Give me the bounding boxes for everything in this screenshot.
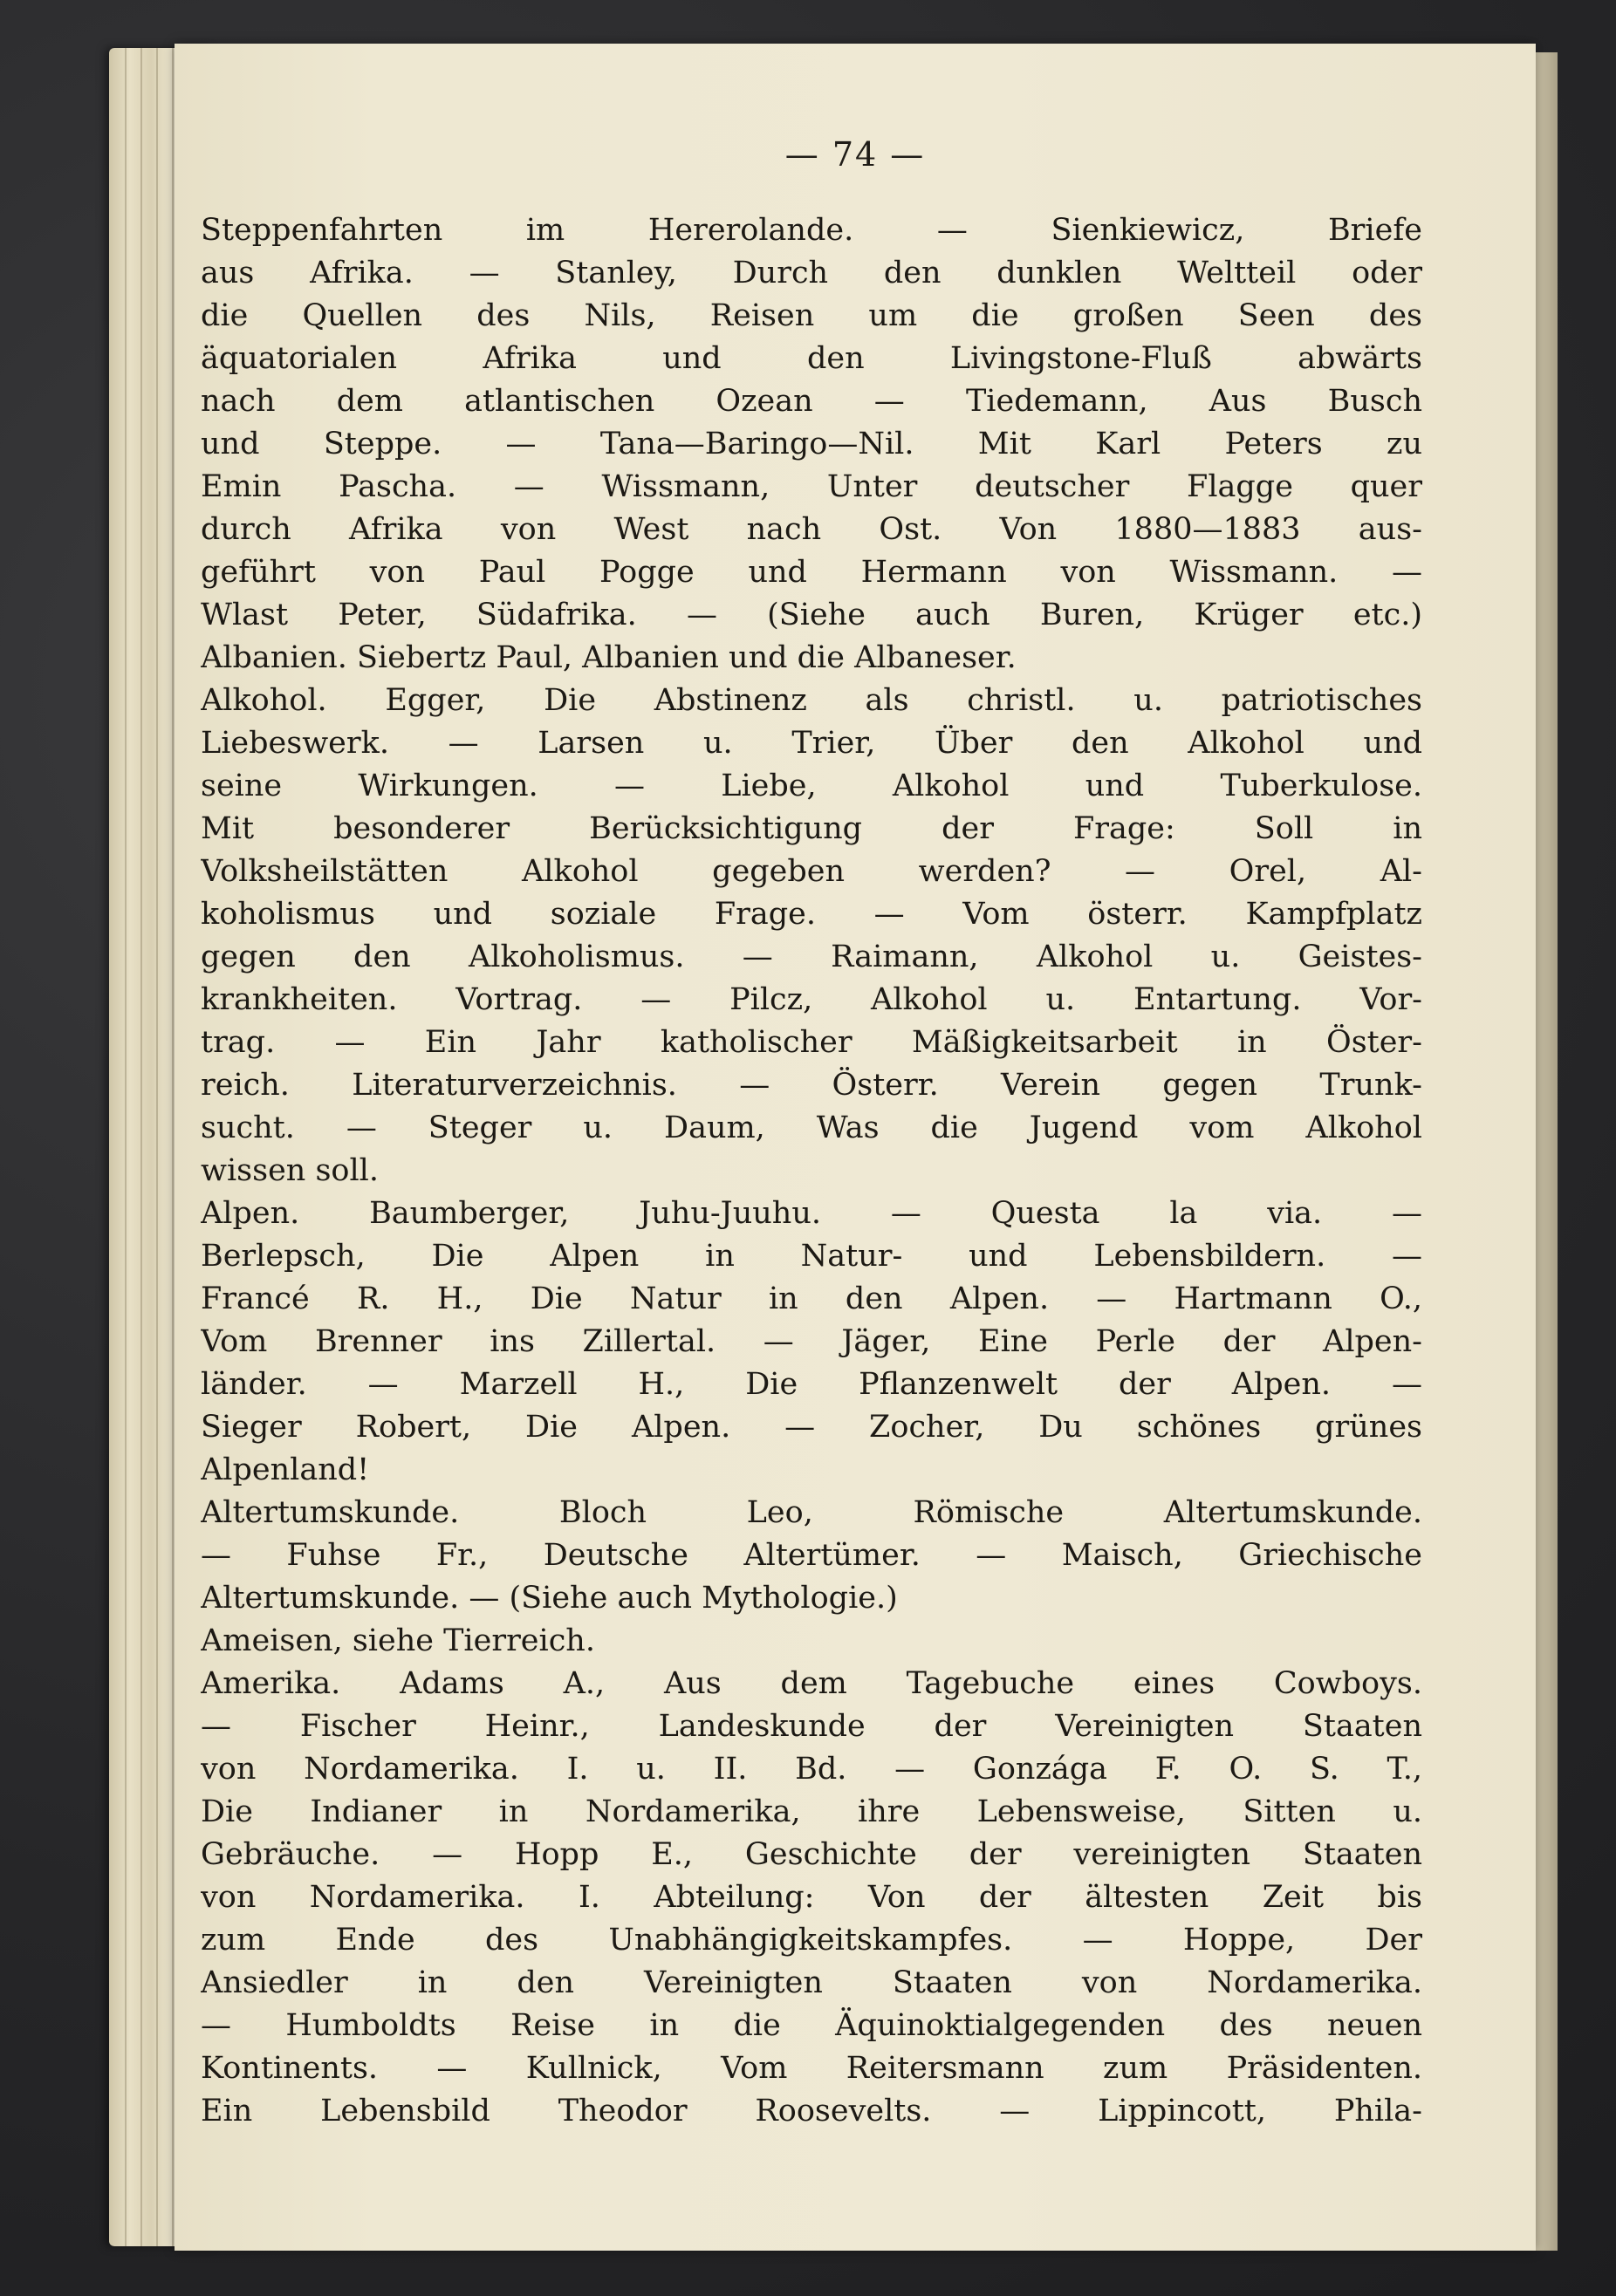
text-line: Alpen. Baumberger, Juhu-Juuhu. — Questa la via. — xyxy=(201,1196,1422,1231)
text-line: Vom Brenner ins Zillertal. — Jäger, Eine Perle der Alpen- xyxy=(201,1324,1422,1359)
text-line: Sieger Robert, Die Alpen. — Zocher, Du schönes grünes xyxy=(201,1410,1422,1445)
text-line: Wlast Peter, Südafrika. — (Siehe auch Buren, Krüger etc.) xyxy=(201,598,1422,632)
text-line: äquatorialen Afrika und den Livingstone-Fluß abwärts xyxy=(201,341,1422,376)
text-line: seine Wirkungen. — Liebe, Alkohol und Tuberkulose. xyxy=(201,769,1422,803)
text-line: länder. — Marzell H., Die Pflanzenwelt der Alpen. — xyxy=(201,1367,1422,1402)
text-line: gegen den Alkoholismus. — Raimann, Alkohol u. Geistes- xyxy=(201,940,1422,974)
text-line: Ein Lebensbild Theodor Roosevelts. — Lippincott, Phila- xyxy=(201,2094,1422,2129)
text-line: trag. — Ein Jahr katholischer Mäßigkeitsarbeit in Öster- xyxy=(201,1025,1422,1060)
text-line: Amerika. Adams A., Aus dem Tagebuche eines Cowboys. xyxy=(201,1666,1422,1701)
text-line: wissen soll. xyxy=(201,1153,380,1188)
text-line: Steppenfahrten im Hererolande. — Sienkiewicz, Briefe xyxy=(201,213,1422,248)
text-line: und Steppe. — Tana—Baringo—Nil. Mit Karl Peters zu xyxy=(201,427,1422,461)
text-line: Alpenland! xyxy=(201,1452,370,1487)
text-line: krankheiten. Vortrag. — Pilcz, Alkohol u. Entartung. Vor- xyxy=(201,982,1422,1017)
text-line: — Humboldts Reise in die Äquinoktialgegenden des neuen xyxy=(201,2008,1422,2043)
text-line: Altertumskunde. Bloch Leo, Römische Altertumskunde. xyxy=(201,1495,1422,1530)
text-line: sucht. — Steger u. Daum, Was die Jugend vom Alkohol xyxy=(201,1110,1422,1145)
text-line: Die Indianer in Nordamerika, ihre Lebensweise, Sitten u. xyxy=(201,1794,1422,1829)
text-line: Volksheilstätten Alkohol gegeben werden? — Orel, Al- xyxy=(201,854,1422,889)
text-line: Mit besonderer Berücksichtigung der Frage: Soll in xyxy=(201,811,1422,846)
page-text xyxy=(201,209,1422,2133)
text-line: Kontinents. — Kullnick, Vom Reitersmann zum Präsidenten. xyxy=(201,2051,1422,2086)
text-line: Berlepsch, Die Alpen in Natur- und Lebensbildern. — xyxy=(201,1239,1422,1274)
text-line: Ansiedler in den Vereinigten Staaten von Nordamerika. xyxy=(201,1965,1422,2000)
text-line: Gebräuche. — Hopp E., Geschichte der vereinigten Staaten xyxy=(201,1837,1422,1872)
text-line: geführt von Paul Pogge und Hermann von Wissmann. — xyxy=(201,555,1422,590)
text-line: die Quellen des Nils, Reisen um die großen Seen des xyxy=(201,298,1422,333)
text-line: Ameisen, siehe Tierreich. xyxy=(201,1623,595,1658)
text-line: nach dem atlantischen Ozean — Tiedemann, Aus Busch xyxy=(201,384,1422,419)
text-line: Emin Pascha. — Wissmann, Unter deutscher Flagge quer xyxy=(201,469,1422,504)
text-line: Altertumskunde. — (Siehe auch Mythologie.) xyxy=(201,1581,898,1616)
text-line: — Fuhse Fr., Deutsche Altertümer. — Maisch, Griechische xyxy=(201,1538,1422,1573)
page-number: — 74 — xyxy=(784,135,926,174)
text-line: koholismus und soziale Frage. — Vom österr. Kampfplatz xyxy=(201,897,1422,932)
text-line: von Nordamerika. I. Abteilung: Von der ältesten Zeit bis xyxy=(201,1880,1422,1915)
text-line: zum Ende des Unabhängigkeitskampfes. — Hoppe, Der xyxy=(201,1923,1422,1958)
text-line: reich. Literaturverzeichnis. — Österr. Verein gegen Trunk- xyxy=(201,1068,1422,1103)
text-line: — Fischer Heinr., Landeskunde der Vereinigten Staaten xyxy=(201,1709,1422,1744)
text-line: Albanien. Siebertz Paul, Albanien und die Albaneser. xyxy=(201,640,1017,675)
text-line: Liebeswerk. — Larsen u. Trier, Über den Alkohol und xyxy=(201,726,1422,761)
text-line: von Nordamerika. I. u. II. Bd. — Gonzága F. O. S. T., xyxy=(201,1752,1422,1787)
text-line: durch Afrika von West nach Ost. Von 1880—1883 aus- xyxy=(201,512,1422,547)
text-line: Francé R. H., Die Natur in den Alpen. — Hartmann O., xyxy=(201,1281,1422,1316)
text-line: aus Afrika. — Stanley, Durch den dunklen Weltteil oder xyxy=(201,256,1422,290)
text-line: Alkohol. Egger, Die Abstinenz als christl. u. patriotisches xyxy=(201,683,1422,718)
